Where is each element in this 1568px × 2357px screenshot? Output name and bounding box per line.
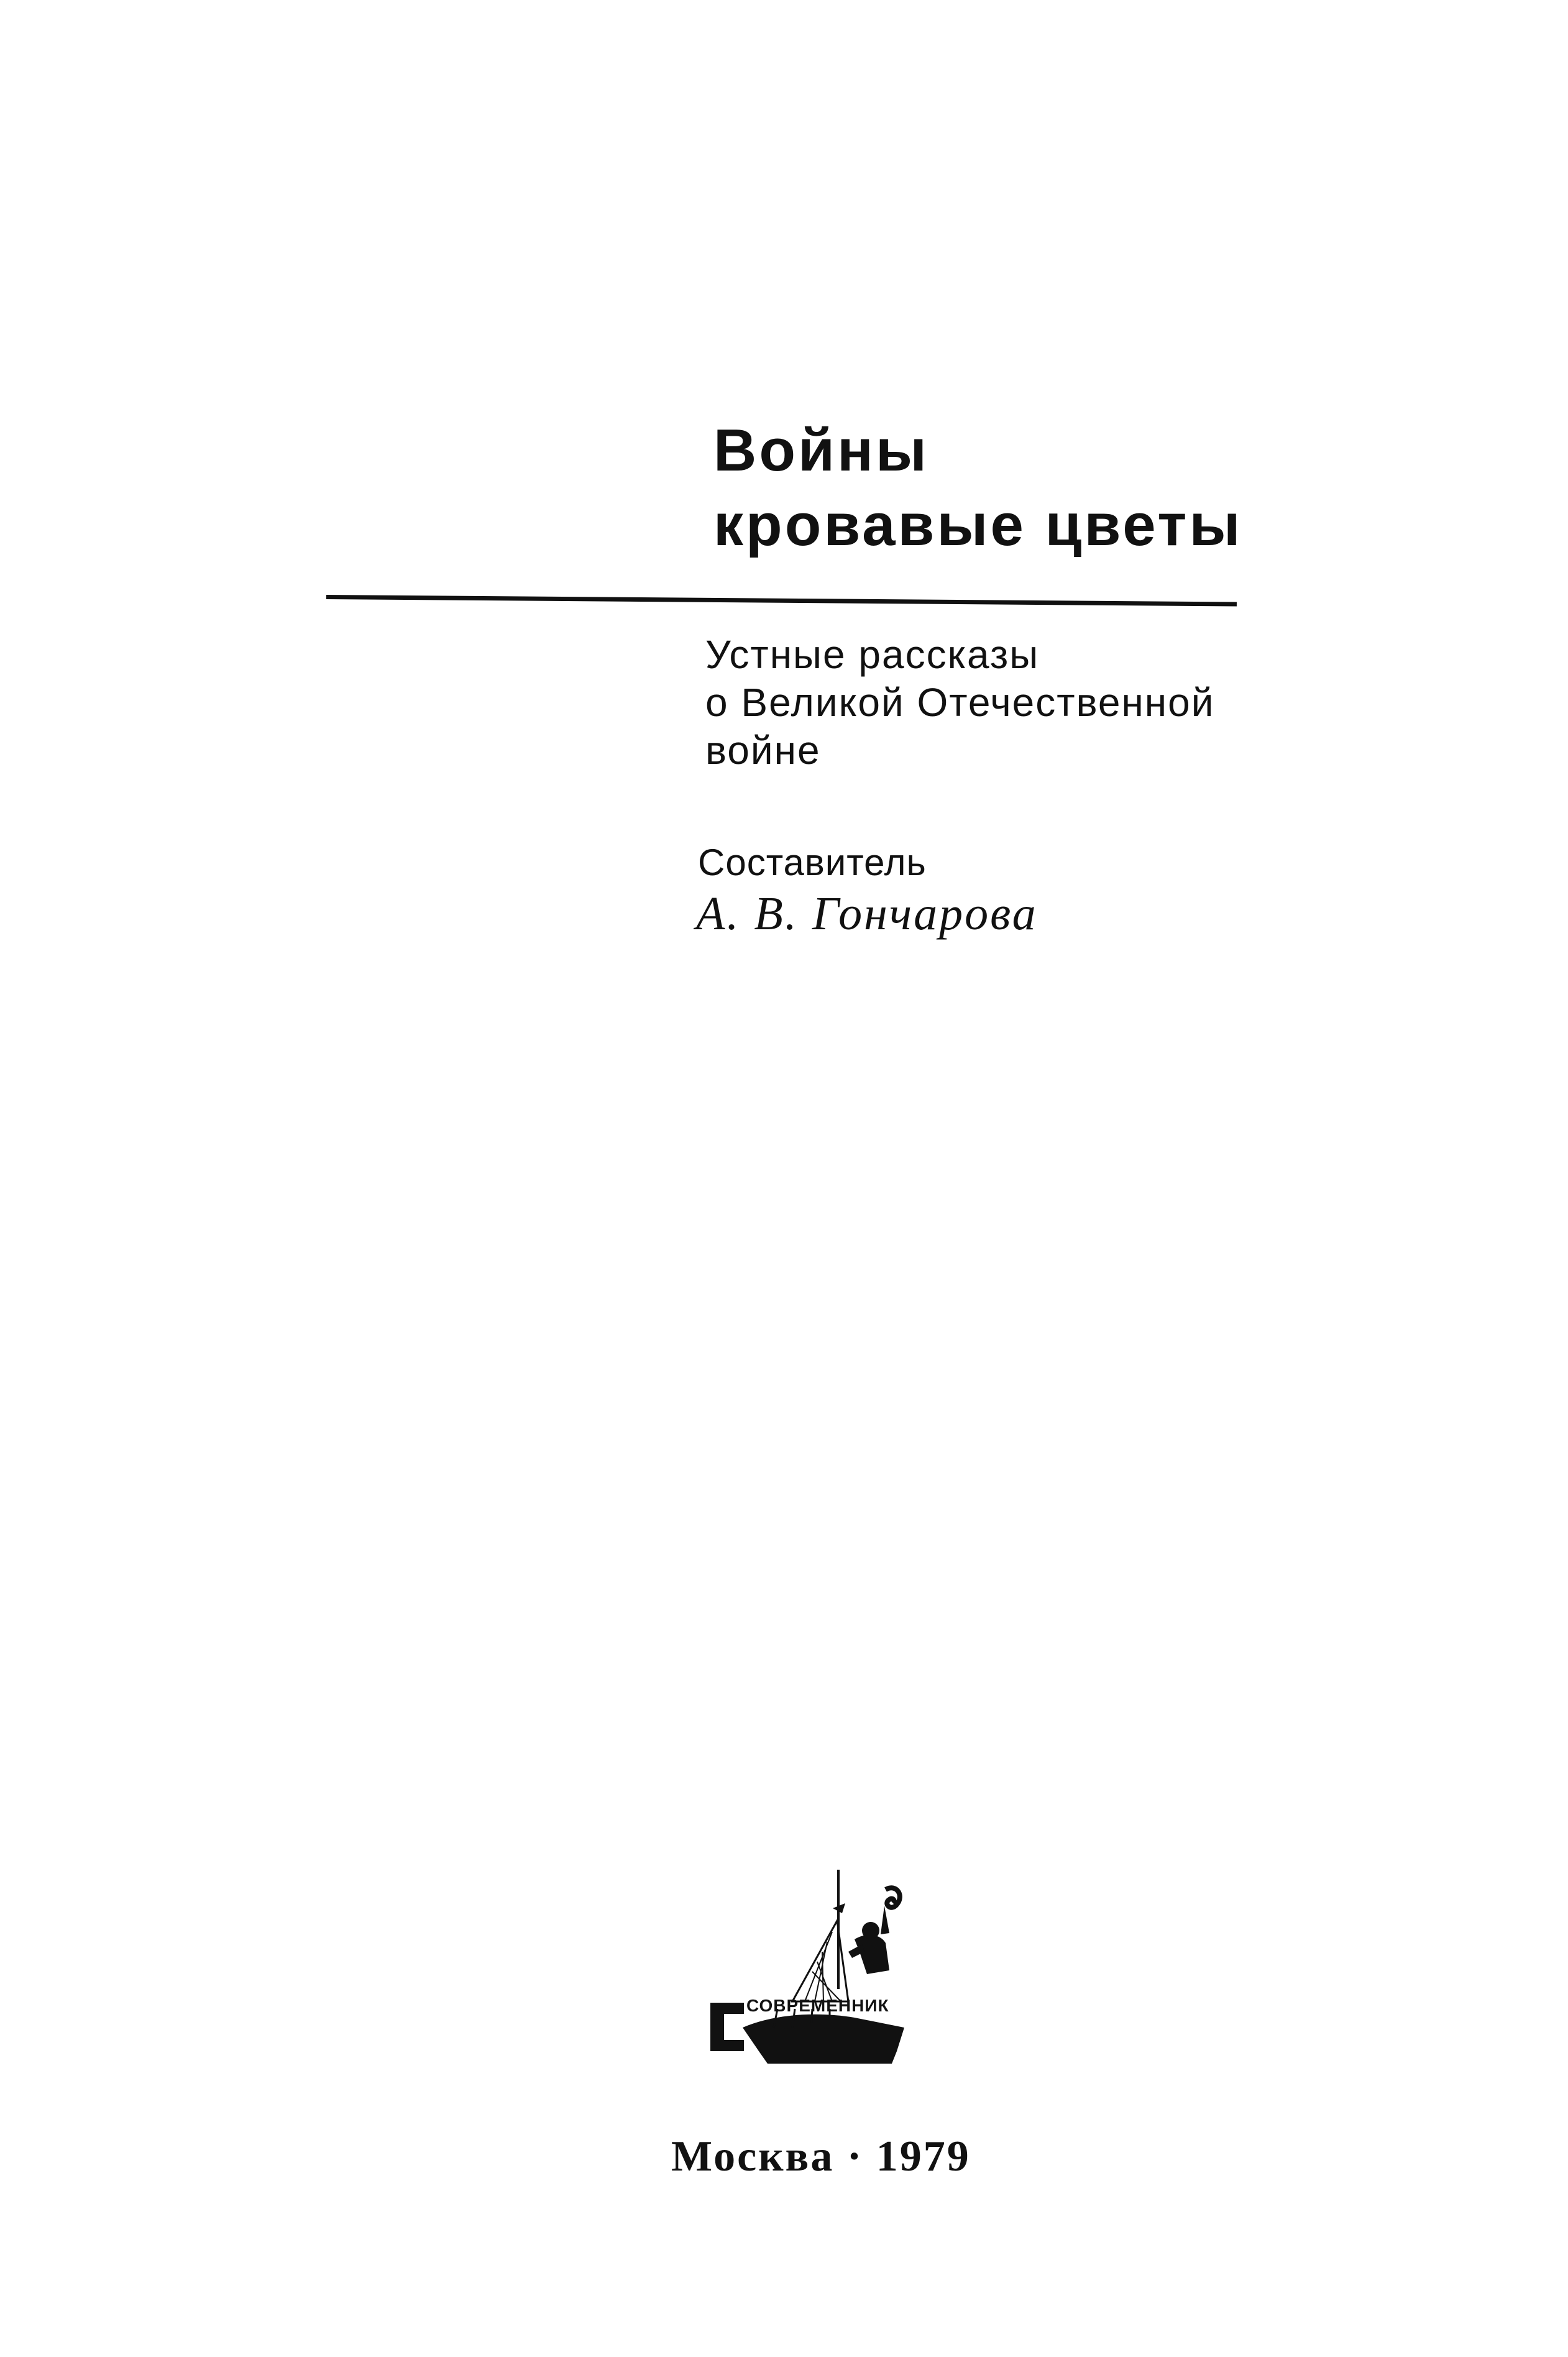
publisher-logo-lettering: СОВРЕМЕННИК xyxy=(746,1996,889,2015)
book-subtitle-line-3: войне xyxy=(705,728,821,773)
book-subtitle xyxy=(705,631,1327,774)
title-divider xyxy=(326,595,1237,607)
book-subtitle-line-1: Устные рассказы xyxy=(705,632,1040,677)
imprint-separator: · xyxy=(846,2133,864,2180)
book-subtitle-line-2: о Великой Отечественной xyxy=(705,680,1215,725)
compiler-label: Составитель xyxy=(698,842,927,883)
compiler-name: А. В. Гончарова xyxy=(696,888,1038,940)
imprint-city: Москва xyxy=(671,2133,835,2180)
publisher-logo-icon xyxy=(699,1865,923,2076)
imprint xyxy=(671,2131,971,2183)
book-title-line-1: Войны xyxy=(713,417,929,484)
book-title-line-2: кровавые цветы xyxy=(713,492,1243,558)
book-title xyxy=(713,413,1335,563)
imprint-year: 1979 xyxy=(876,2133,971,2180)
